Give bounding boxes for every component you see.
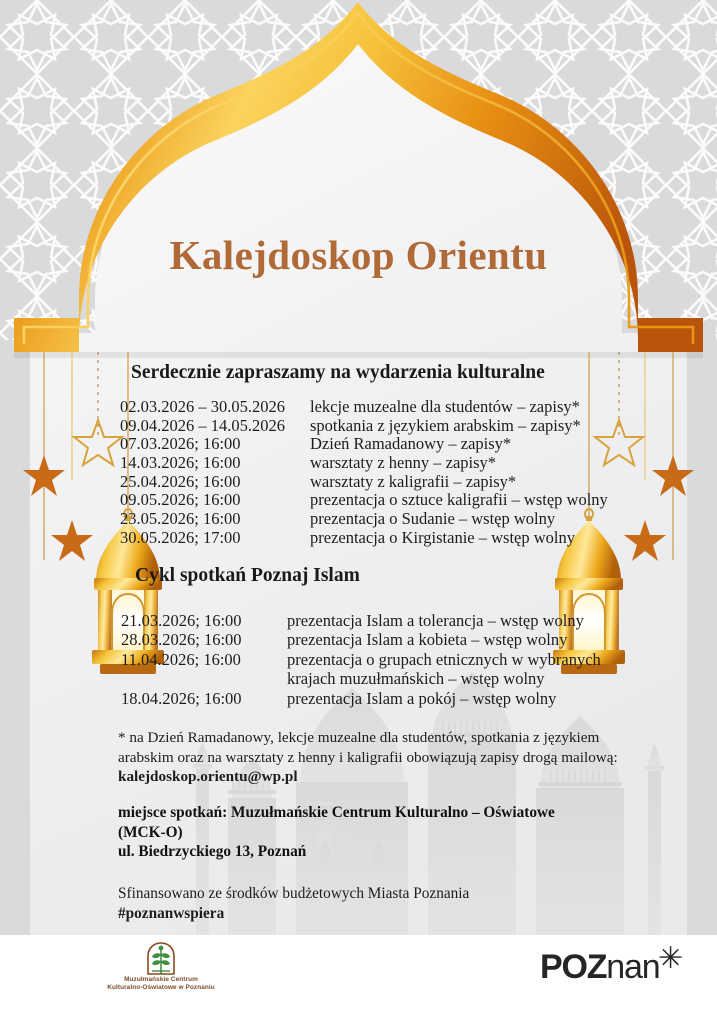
event-description: prezentacja o Sudanie – wstęp wolny	[310, 509, 556, 529]
mcko-logo-text	[66, 976, 256, 992]
mcko-logo	[66, 940, 256, 1002]
event-date: 18.04.2026; 16:00	[121, 688, 242, 708]
poznan-wordmark	[540, 948, 659, 987]
venue-block	[118, 803, 638, 862]
event-date: 09.05.2026; 16:00	[120, 490, 241, 510]
venue-line-2: (MCK-O)	[118, 823, 183, 841]
event-description: Dzień Ramadanowy – zapisy*	[310, 434, 512, 454]
page-title: Kalejdoskop Orientu	[169, 232, 548, 278]
footnote-line-2: arabskim oraz na warsztaty z henny i kaligrafii obowiązują zapisy drogą mailową:	[118, 748, 618, 766]
event-date: 28.03.2026; 16:00	[121, 630, 242, 650]
section-2-heading: Cykl spotkań Poznaj Islam	[135, 565, 360, 586]
event-date: 23.05.2026; 16:00	[120, 509, 241, 529]
event-description: prezentacja Islam a kobieta – wstęp wolny	[287, 630, 568, 650]
event-description-line2: krajach muzułmańskich – wstęp wolny	[287, 669, 545, 689]
funding-hashtag: #poznanwspiera	[118, 905, 225, 922]
event-date: 14.03.2026; 16:00	[120, 453, 241, 473]
event-date: 21.03.2026; 16:00	[121, 611, 242, 630]
event-date: 25.04.2026; 16:00	[120, 471, 241, 491]
funding-block	[118, 884, 638, 924]
footnote-line-1: * na Dzień Ramadanowy, lekcje muzealne dla studentów, spotkania z językiem	[118, 729, 600, 746]
event-date: 30.05.2026; 17:00	[120, 527, 241, 547]
event-date: 02.03.2026 – 30.05.2026	[120, 397, 285, 416]
event-description: lekcje muzealne dla studentów – zapisy*	[310, 397, 580, 416]
poznan-lower: nan	[606, 948, 660, 986]
event-description: warsztaty z henny – zapisy*	[310, 453, 497, 473]
event-description: prezentacja o Kirgistanie – wstęp wolny	[310, 527, 575, 547]
mcko-name-line2: Kulturalno-Oświatowe w Poznaniu	[107, 983, 215, 991]
venue-address: ul. Biedrzyckiego 13, Poznań	[118, 843, 307, 860]
mcko-arch-icon	[66, 940, 256, 1002]
footnote-registration	[118, 728, 623, 787]
poznan-logo	[540, 942, 690, 994]
event-description: prezentacja Islam a tolerancja – wstęp wolny	[287, 611, 584, 630]
poznan-star-icon: ✳	[658, 942, 684, 975]
event-description: prezentacja o sztuce kaligrafii – wstęp wolny	[310, 490, 608, 510]
contact-email: kalejdoskop.orientu@wp.pl	[118, 768, 298, 785]
event-date: 11.04.2026; 16:00	[121, 649, 241, 669]
mcko-name-line1: Muzułmańskie Centrum	[124, 976, 198, 983]
event-description: spotkania z językiem arabskim – zapisy*	[310, 415, 581, 435]
poznan-upper: POZ	[540, 948, 607, 986]
event-description: warsztaty z kaligrafii – zapisy*	[310, 471, 517, 491]
event-date: 07.03.2026; 16:00	[120, 434, 241, 454]
section-1-heading: Serdecznie zapraszamy na wydarzenia kulturalne	[131, 362, 545, 383]
event-description: prezentacja Islam a pokój – wstęp wolny	[287, 688, 557, 708]
funding-line: Sfinansowano ze środków budżetowych Miasta Poznania	[118, 885, 470, 902]
event-date: 09.04.2026 – 14.05.2026	[120, 415, 285, 435]
venue-line-1: miejsce spotkań: Muzułmańskie Centrum Kulturalno – Oświatowe	[118, 804, 555, 821]
event-description: prezentacja o grupach etnicznych w wybranych	[287, 649, 601, 669]
